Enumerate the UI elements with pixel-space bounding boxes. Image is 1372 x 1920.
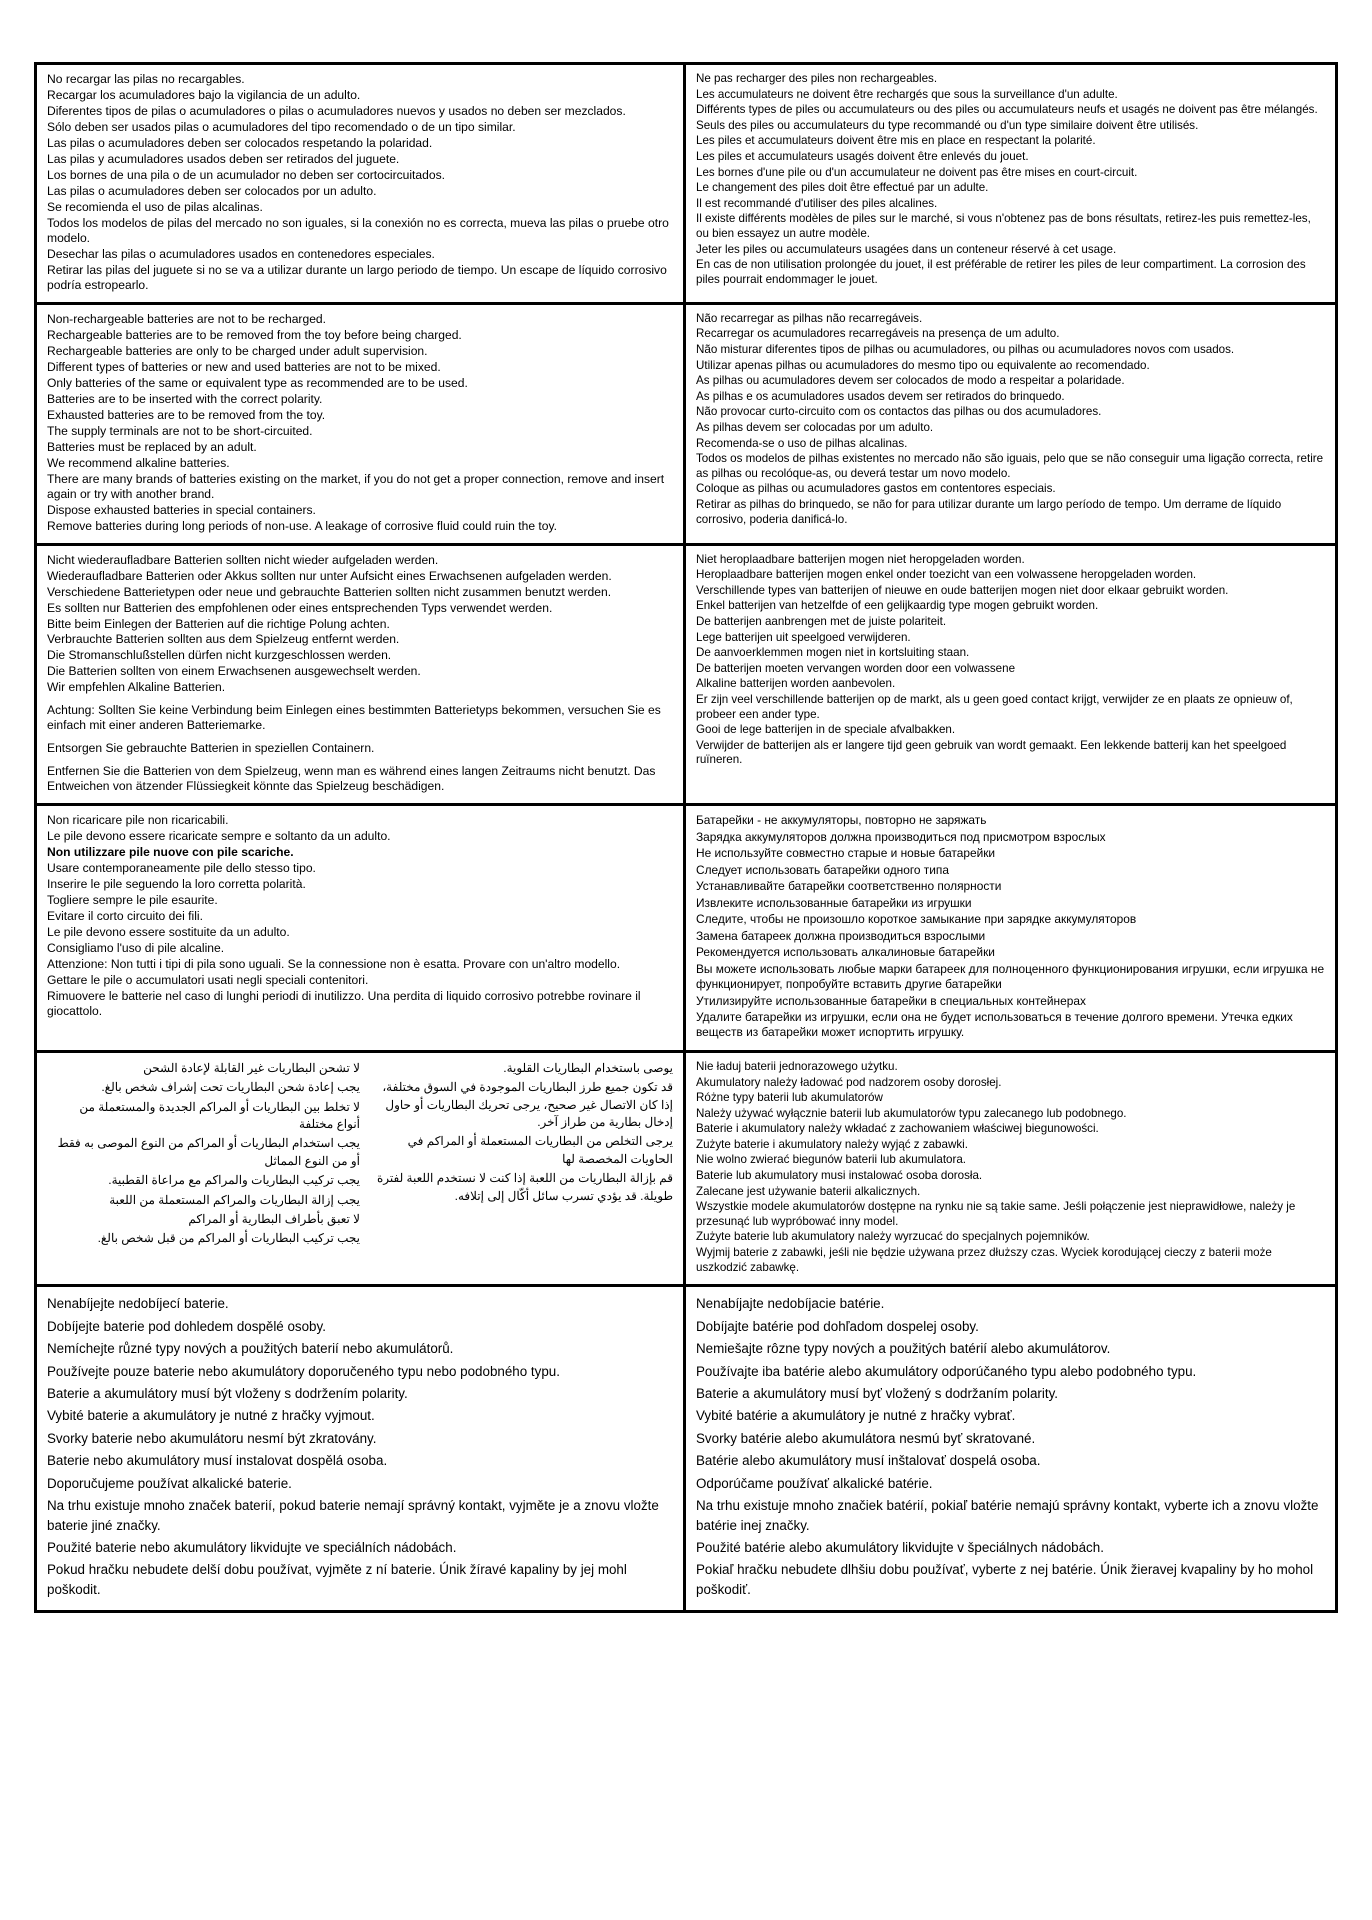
text-line: De aanvoerklemmen mogen niet in kortsluiting staan. [696, 646, 970, 660]
column-polish [686, 1053, 1335, 1284]
text-line: Baterie a akumulátory musí být vloženy s dodržením polarity. [47, 1385, 408, 1401]
text-line: Las pilas o acumuladores deben ser colocados por un adulto. [47, 183, 377, 198]
text-line: We recommend alkaline batteries. [47, 455, 230, 470]
text-line: Les accumulateurs ne doivent être rechargés que sous la surveillance d'un adulte. [696, 87, 1118, 101]
text-line: Remove batteries during long periods of non-use. A leakage of corrosive fluid could ruin the toy. [47, 518, 558, 533]
text-line: Die Stromanschlußstellen dürfen nicht kurzgeschlossen werden. [47, 648, 392, 663]
text-line: De batterijen moeten vervangen worden door een volwassene [696, 661, 1016, 675]
text-line: Se recomienda el uso de pilas alcalinas. [47, 199, 263, 214]
text-line: Dobíjejte baterie pod dohledem dospělé osoby. [47, 1318, 326, 1334]
text-line-bold: Non utilizzare pile nuove con pile scariche. [47, 845, 294, 860]
text-line: Použité baterie nebo akumulátory likvidujte ve speciálních nádobách. [47, 1540, 457, 1556]
text-line: Togliere sempre le pile esaurite. [47, 893, 218, 908]
text-line: Recargar los acumuladores bajo la vigilancia de un adulto. [47, 87, 361, 102]
text-line: Todos os modelos de pilhas existentes no mercado não são iguais, pelo que se não conseguir uma ligação correcta, retire as pilhas ou recolóque-as, ou deverá testar um novo modelo. [696, 452, 1324, 480]
block-en-pt [37, 305, 1335, 546]
text-line: Lege batterijen uit speelgoed verwijderen. [696, 630, 911, 644]
text-line: Różne typy baterii lub akumulatorów [696, 1091, 883, 1105]
block-cs-sk [37, 1287, 1335, 1610]
text-line: Retirar las pilas del juguete si no se va a utilizar durante un largo periodo de tiempo. Un escape de líquido corrosivo podría estropearlo. [47, 262, 667, 292]
text-line: Les bornes d'une pile ou d'un accumulateur ne doivent pas être mises en court-circuit. [696, 165, 1138, 179]
text-line: Należy używać wyłącznie baterii lub akumulatorów typu zalecanego lub podobnego. [696, 1106, 1127, 1120]
text-line: Ne pas recharger des piles non rechargeables. [696, 72, 938, 85]
text-line: Odporúčame používať alkalické batérie. [696, 1475, 933, 1491]
text-line: Alkaline batterijen worden aanbevolen. [696, 677, 896, 691]
text-line: Inserire le pile seguendo la loro corretta polarità. [47, 877, 306, 892]
text-line: يجب تركيب البطاريات والمراكم مع مراعاة القطبية. [108, 1173, 360, 1188]
text-line: يرجى التخلص من البطاريات المستعملة أو المراكم في الحاويات المخصصة لها [407, 1134, 673, 1166]
text-line: Na trhu existuje mnoho značiek batérií, pokiaľ batérie nemajú správny kontakt, vyberte ich a znovu vložte batérie inej značky. [696, 1498, 1319, 1533]
text-line: Wiederaufladbare Batterien oder Akkus sollten nur unter Aufsicht eines Erwachsenen aufgeladen werden. [47, 568, 612, 583]
text-line: Le pile devono essere sostituite da un adulto. [47, 925, 290, 940]
text-line: Il existe différents modèles de piles sur le marché, si vous n'obtenez pas de bons résultats, retirez-les puis remettez-les, ou bien essayez un autre modèle. [696, 212, 1311, 240]
battery-warning-document [34, 62, 1338, 1613]
column-english [37, 305, 686, 543]
text-line: Dispose exhausted batteries in special containers. [47, 502, 316, 517]
text-line: Seuls des piles ou accumulateurs du type recommandé ou d'un type similaire doivent être utilisés. [696, 118, 1199, 132]
column-arabic [37, 1053, 686, 1284]
text-line: Niet heroplaadbare batterijen mogen niet heropgeladen worden. [696, 552, 1025, 566]
text-line: Извлеките использованные батарейки из игрушки [696, 895, 972, 910]
text-line: Rechargeable batteries are only to be charged under adult supervision. [47, 343, 428, 358]
text-line: Používajte iba batérie alebo akumulátory odporúčaného typu alebo podobného typu. [696, 1363, 1197, 1379]
column-german [37, 546, 686, 804]
text-line: No recargar las pilas no recargables. [47, 72, 245, 86]
text-line: Vybité baterie a akumulátory je nutné z hračky vyjmout. [47, 1408, 375, 1424]
text-line: Entfernen Sie die Batterien von dem Spielzeug, wenn man es während eines langen Zeitraums nicht benutzt. Das Entweichen von ätzender Flüssiegkeit könnte das Spielzeug beschädigen. [47, 764, 656, 794]
text-line: قم بإزالة البطاريات من اللعبة إذا كنت لا نستخدم اللعبة لفترة طويلة. قد يؤدي تسرب سائل أكّال إلى إتلافه. [376, 1171, 673, 1203]
text-line: Na trhu existuje mnoho značek baterií, pokud baterie nemají správný kontakt, vyjměte je a znovu vložte baterie jiné značky. [47, 1498, 659, 1533]
text-line: Zalecane jest używanie baterii alkalicznych. [696, 1184, 921, 1198]
text-line: Le changement des piles doit être effectué par un adulte. [696, 181, 989, 195]
text-line: يجب إعادة شحن البطاريات تحت إشراف شخص بالغ. [101, 1080, 360, 1095]
text-line: The supply terminals are not to be short-circuited. [47, 423, 313, 438]
text-line: Dobíjajte batérie pod dohľadom dospelej osoby. [696, 1318, 979, 1334]
text-line: Не используйте совместно старые и новые батарейки [696, 846, 996, 861]
text-line: Nenabíjejte nedobíjecí baterie. [47, 1296, 229, 1312]
text-line: Coloque as pilhas ou acumuladores gastos em contentores especiais. [696, 482, 1056, 496]
text-line: Зарядка аккумуляторов должна производиться под присмотром взрослых [696, 829, 1106, 844]
text-line: Entsorgen Sie gebrauchte Batterien in speziellen Containern. [47, 741, 375, 756]
text-line: Non ricaricare pile non ricaricabili. [47, 813, 229, 828]
text-line: Gettare le pile o accumulatori usati negli speciali contenitori. [47, 973, 369, 988]
text-line: Il est recommandé d'utiliser des piles alcalines. [696, 196, 938, 210]
text-line: Použité batérie alebo akumulátory likvidujte v špeciálnych nádobách. [696, 1540, 1104, 1556]
text-line: Différents types de piles ou accumulateurs ou des piles ou accumulateurs neufs et usagés ne doivent pas être mélangés. [696, 103, 1318, 117]
text-line: قد تكون جميع طرز البطاريات الموجودة في السوق مختلفة، إذا كان الاتصال غير صحيح، يرجى تحريك البطاريات أو حاول إدخال بطارية من طراز آخر. [382, 1080, 673, 1130]
text-line: Heroplaadbare batterijen mogen enkel onder toezicht van een volwassene heropgeladen worden. [696, 568, 1197, 582]
text-line: Wir empfehlen Alkaline Batterien. [47, 680, 226, 695]
text-line: Verschiedene Batterietypen oder neue und gebrauchte Batterien sollten nicht zusammen benutzt werden. [47, 584, 612, 599]
block-it-ru [37, 806, 1335, 1053]
text-line: لا تعبق بأطراف البطارية أو المراكم [188, 1212, 360, 1227]
text-line: En cas de non utilisation prolongée du jouet, il est préférable de retirer les piles de leur compartiment. La corrosion des piles pourrait endommager le jouet. [696, 258, 1306, 286]
text-line: Doporučujeme používat alkalické baterie. [47, 1475, 292, 1491]
text-line: Следует использовать батарейки одного типа [696, 862, 949, 877]
text-line: Batteries must be replaced by an adult. [47, 439, 257, 454]
text-line: Pokiaľ hračku nebudete dlhšiu dobu používať, vyberte z nej batérie. Únik žieravej kvapaliny by ho mohol poškodiť. [696, 1562, 1314, 1597]
text-line: Rechargeable batteries are to be removed from the toy before being charged. [47, 327, 462, 342]
text-line: Nicht wiederaufladbare Batterien sollten nicht wieder aufgeladen werden. [47, 552, 439, 567]
text-line: Retirar as pilhas do brinquedo, se não for para utilizar durante um largo período de tempo. Um derrame de líquido corrosivo, poderia danificá-lo. [696, 497, 1282, 526]
text-line: Les piles et accumulateurs doivent être mis en place en respectant la polarité. [696, 134, 1096, 148]
text-line: Evitare il corto circuito dei fili. [47, 909, 203, 924]
text-line: Nie wolno zwierać biegunów baterii lub akumulatora. [696, 1153, 967, 1167]
text-line: Desechar las pilas o acumuladores usados en contenedores especiales. [47, 246, 435, 261]
text-line: Verwijder de batterijen als er langere tijd geen gebruik van wordt gemaakt. Een lekkende batterij kan het speelgoed ruïneren. [696, 738, 1287, 767]
text-line: As pilhas devem ser colocadas por um adulto. [696, 420, 934, 434]
text-line: Вы можете использовать любые марки батареек для полноценного функционирования игрушки, если игрушка не функционирует, попробуйте вставить другие батарейки [696, 961, 1325, 992]
text-line: Gooi de lege batterijen in de speciale afvalbakken. [696, 723, 956, 737]
block-es-fr [37, 65, 1335, 305]
text-line: Different types of batteries or new and used batteries are not to be mixed. [47, 359, 441, 374]
text-line: Следите, чтобы не произошло короткое замыкание при зарядке аккумуляторов [696, 912, 1137, 927]
column-czech [37, 1287, 686, 1610]
text-line: There are many brands of batteries existing on the market, if you do not get a proper connection, remove and insert again or try with another brand. [47, 471, 665, 501]
text-line: Baterie a akumulátory musí byť vložený s dodržaním polarity. [696, 1385, 1059, 1401]
text-line: Não misturar diferentes tipos de pilhas ou acumuladores, ou pilhas ou acumuladores novos com usados. [696, 342, 1235, 356]
text-line: يجب إزالة البطاريات والمراكم المستعملة من اللعبة [109, 1192, 360, 1207]
text-line: Non-rechargeable batteries are not to be recharged. [47, 311, 327, 326]
column-spanish [37, 65, 686, 302]
text-line: Verschillende types van batterijen of nieuwe en oude batterijen mogen niet door elkaar gebruikt worden. [696, 583, 1229, 597]
arabic-subcolumn-left [360, 1060, 673, 1276]
text-line: Las pilas o acumuladores deben ser colocados respetando la polaridad. [47, 135, 433, 150]
column-french [686, 65, 1335, 302]
text-line: Batteries are to be inserted with the correct polarity. [47, 391, 323, 406]
text-line: Baterie i akumulatory należy wkładać z zachowaniem właściwej biegunowości. [696, 1122, 1099, 1136]
text-line: Los bornes de una pila o de un acumulador no deben ser cortocircuitados. [47, 167, 446, 182]
text-line: Baterie nebo akumulátory musí instalovat dospělá osoba. [47, 1453, 388, 1469]
text-line: Las pilas y acumuladores usados deben ser retirados del juguete. [47, 151, 400, 166]
text-line: Vybité batérie a akumulátory je nutné z hračky vybrať. [696, 1408, 1016, 1424]
text-line: Jeter les piles ou accumulateurs usagées dans un conteneur réservé à cet usage. [696, 242, 1117, 256]
column-russian [686, 806, 1335, 1050]
column-italian [37, 806, 686, 1050]
text-line: لا تخلط بين البطاريات أو المراكم الجديدة والمستعملة من أنواع مختلفة [79, 1099, 360, 1132]
text-line: Batérie alebo akumulátory musí inštalovať dospelá osoba. [696, 1453, 1041, 1469]
text-line: Attenzione: Non tutti i tipi di pila sono uguali. Se la connessione non è esatta. Provare con un'altro modello. [47, 957, 621, 972]
text-line: Sólo deben ser usados pilas o acumuladores del tipo recomendado o de un tipo similar. [47, 119, 516, 134]
text-line: Não provocar curto-circuito com os contactos das pilhas ou dos acumuladores. [696, 405, 1102, 419]
text-line: Diferentes tipos de pilas o acumuladores o pilas o acumuladores nuevos y usados no deben ser mezclados. [47, 103, 626, 118]
text-line: Устанавливайте батарейки соответственно полярности [696, 879, 1002, 894]
text-line: Recarregar os acumuladores recarregáveis na presença de um adulto. [696, 327, 1060, 341]
text-line: Utilizar apenas pilhas ou acumuladores do mesmo tipo ou equivalente ao recomendado. [696, 358, 1150, 372]
block-de-nl [37, 546, 1335, 807]
text-line: Não recarregar as pilhas não recarregáveis. [696, 311, 923, 325]
text-line: Батарейки - не аккумуляторы, повторно не заряжать [696, 813, 987, 828]
text-line: As pilhas e os acumuladores usados devem ser retirados do brinquedo. [696, 389, 1065, 403]
text-line: يوصى باستخدام البطاريات القلوية. [503, 1060, 673, 1075]
text-line: Die Batterien sollten von einem Erwachsenen ausgewechselt werden. [47, 664, 421, 679]
text-line: Rimuovere le batterie nel caso di lunghi periodi di inutilizzo. Una perdita di liquido corrosivo potrebbe rovinare il giocattolo. [47, 989, 641, 1019]
text-line: As pilhas ou acumuladores devem ser colocados de modo a respeitar a polaridade. [696, 374, 1125, 388]
text-line: Wyjmij baterie z zabawki, jeśli nie będzie używana przez dłuższy czas. Wyciek korodującej cieczy z baterii może uszkodzić zabawkę. [696, 1246, 1272, 1274]
text-line: Akumulatory należy ładować pod nadzorem osoby dorosłej. [696, 1075, 1002, 1089]
text-line: Recomenda-se o uso de pilhas alcalinas. [696, 436, 908, 450]
text-line: Usare contemporaneamente pile dello stesso tipo. [47, 861, 316, 876]
text-line: لا تشحن البطاريات غير القابلة لإعادة الشحن [143, 1060, 360, 1075]
text-line: Exhausted batteries are to be removed from the toy. [47, 407, 326, 422]
text-line: Nenabíjajte nedobíjacie batérie. [696, 1296, 885, 1312]
text-line: Удалите батарейки из игрушки, если она не будет использоваться в течение долгого времени. Утечка едких веществ из батарейки может испортить игрушку. [696, 1009, 1293, 1040]
text-line: Verbrauchte Batterien sollten aus dem Spielzeug entfernt werden. [47, 632, 400, 647]
text-line: Nemíchejte různé typy nových a použitých baterií nebo akumulátorů. [47, 1341, 454, 1357]
text-line: Zużyte baterie lub akumulatory należy wyrzucać do specjalnych pojemników. [696, 1230, 1090, 1244]
text-line: Používejte pouze baterie nebo akumulátory doporučeného typu nebo podobného typu. [47, 1363, 560, 1379]
block-ar-pl [37, 1053, 1335, 1287]
text-line: De batterijen aanbrengen met de juiste polariteit. [696, 614, 947, 628]
text-line: Nemiešajte rôzne typy nových a použitých batérií alebo akumulátorov. [696, 1341, 1111, 1357]
text-line: Es sollten nur Batterien des empfohlenen oder eines entsprechenden Typs verwendet werden. [47, 600, 553, 615]
text-line: Bitte beim Einlegen der Batterien auf die richtige Polung achten. [47, 616, 390, 631]
text-line: Le pile devono essere ricaricate sempre e soltanto da un adulto. [47, 829, 391, 844]
text-line: Achtung: Sollten Sie keine Verbindung beim Einlegen eines bestimmten Batterietyps bekommen, versuchen Sie es einfach mit einer anderen Batteriemarke. [47, 703, 661, 733]
text-line: Zużyte baterie i akumulatory należy wyjąć z zabawki. [696, 1137, 968, 1151]
text-line: Er zijn veel verschillende batterijen op de markt, als u geen goed contact krijgt, verwijder ze en plaats ze opnieuw of, probeer een ander type. [696, 692, 1293, 721]
column-dutch [686, 546, 1335, 804]
text-line: Svorky batérie alebo akumulátora nesmú byť skratované. [696, 1430, 1036, 1446]
text-line: Nie ładuj baterii jednorazowego użytku. [696, 1059, 898, 1073]
text-line: Consigliamo l'uso di pile alcaline. [47, 941, 225, 956]
text-line: يجب تركيب البطاريات أو المراكم من قبل شخص بالغ. [97, 1231, 360, 1246]
column-slovak [686, 1287, 1335, 1610]
text-line: Baterie lub akumulatory musi instalować osoba dorosła. [696, 1169, 983, 1183]
text-line: Утилизируйте использованные батарейки в специальных контейнерах [696, 993, 1086, 1008]
text-line: Рекомендуется использовать алкалиновые батарейки [696, 945, 995, 960]
text-line: Only batteries of the same or equivalent type as recommended are to be used. [47, 375, 468, 390]
text-line: Todos los modelos de pilas del mercado no son iguales, si la conexión no es correcta, mueva las pilas o pruebe otro modelo. [47, 215, 669, 245]
text-line: يجب استخدام البطاريات أو المراكم من النوع الموصى به فقط أو من النوع المماثل [57, 1136, 360, 1168]
text-line: Svorky baterie nebo akumulátoru nesmí být zkratovány. [47, 1430, 377, 1446]
text-line: Enkel batterijen van hetzelfde of een gelijkaardig type mogen gebruikt worden. [696, 599, 1099, 613]
text-line: Замена батареек должна производиться взрослыми [696, 928, 986, 943]
arabic-subcolumn-right [47, 1060, 360, 1276]
text-line: Pokud hračku nebudete delší dobu používat, vyjměte z ní baterie. Únik žíravé kapaliny by jej mohl poškodit. [47, 1562, 627, 1597]
text-line: Wszystkie modele akumulatorów dostępne na rynku nie są takie same. Jeśli połączenie jest nieprawidłowe, należy je przesunąć lub wypróbować inny model. [696, 1200, 1296, 1228]
text-line: Les piles et accumulateurs usagés doivent être enlevés du jouet. [696, 149, 1029, 163]
column-portuguese [686, 305, 1335, 543]
